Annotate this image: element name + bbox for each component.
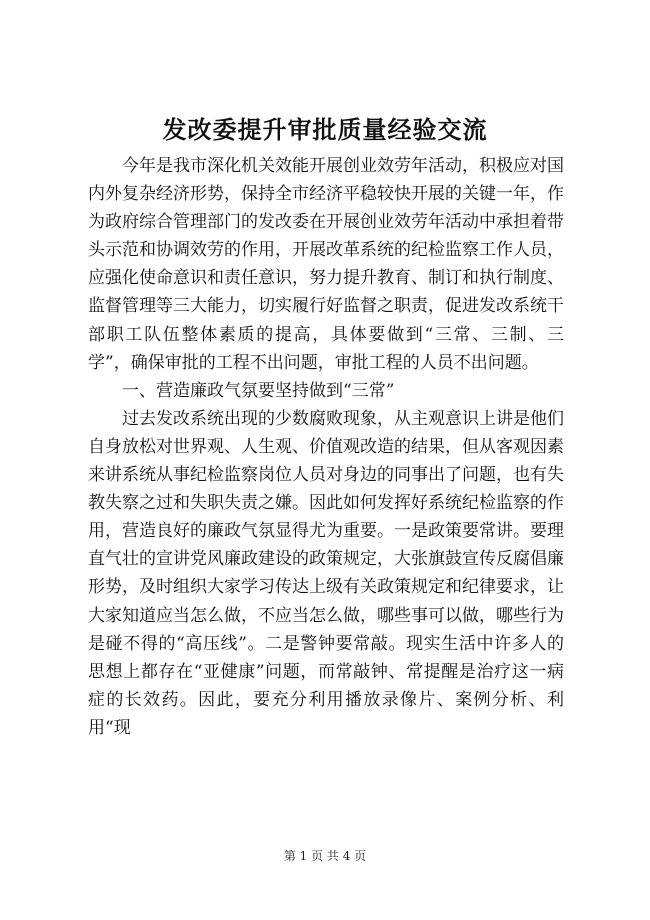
document-title: 发改委提升审批质量经验交流 [162, 115, 488, 144]
page-footer: 第 1 页 共 4 页 [283, 849, 367, 863]
paragraph-section-one: 过去发改系统出现的少数腐败现象，从主观意识上讲是他们自身放松对世界观、人生观、价值观改造的结果，但从客观因素来讲系统从事纪检监察岗位人员对身边的同事出了问题，也有失教失察之过和失职失责之嫌。因此如何发挥好系统纪检监察的作用，营造良好的廉政气氛显得尤为重要。一是政策要常讲。要理直气壮的宣讲党风廉政建设的政策规定，大张旗鼓宣传反腐倡廉形势，及时组织大家学习传达上级有关政策规定和纪律要求，让大家知道应当怎么做，不应当怎么做，哪些事可以做，哪些行为是碰不得的“高压线”。二是警钟要常敲。现实生活中许多人的思想上都存在“亚健康”问题，而常敲钟、常提醒是治疗这一病症的长效药。因此，要充分利用播放录像片、案例分析、利用“现 [88, 408, 564, 738]
document-body [88, 152, 564, 742]
section-heading: 一、营造廉政气氛要坚持做到“三常” [122, 380, 395, 401]
paragraph-intro: 今年是我市深化机关效能开展创业效劳年活动，积极应对国内外复杂经济形势，保持全市经济平稳较快开展的关键一年，作为政府综合管理部门的发改委在开展创业效劳年活动中承担着带头示范和协调效劳的作用，开展改革系统的纪检监察工作人员，应强化使命意识和责任意识，努力提升教育、制订和执行制度、监督管理等三大能力，切实履行好监督之职责，促进发改系统干部职工队伍整体素质的提高，具体要做到“三常、三制、三学”，确保审批的工程不出问题，审批工程的人员不出问题。 [88, 156, 564, 373]
